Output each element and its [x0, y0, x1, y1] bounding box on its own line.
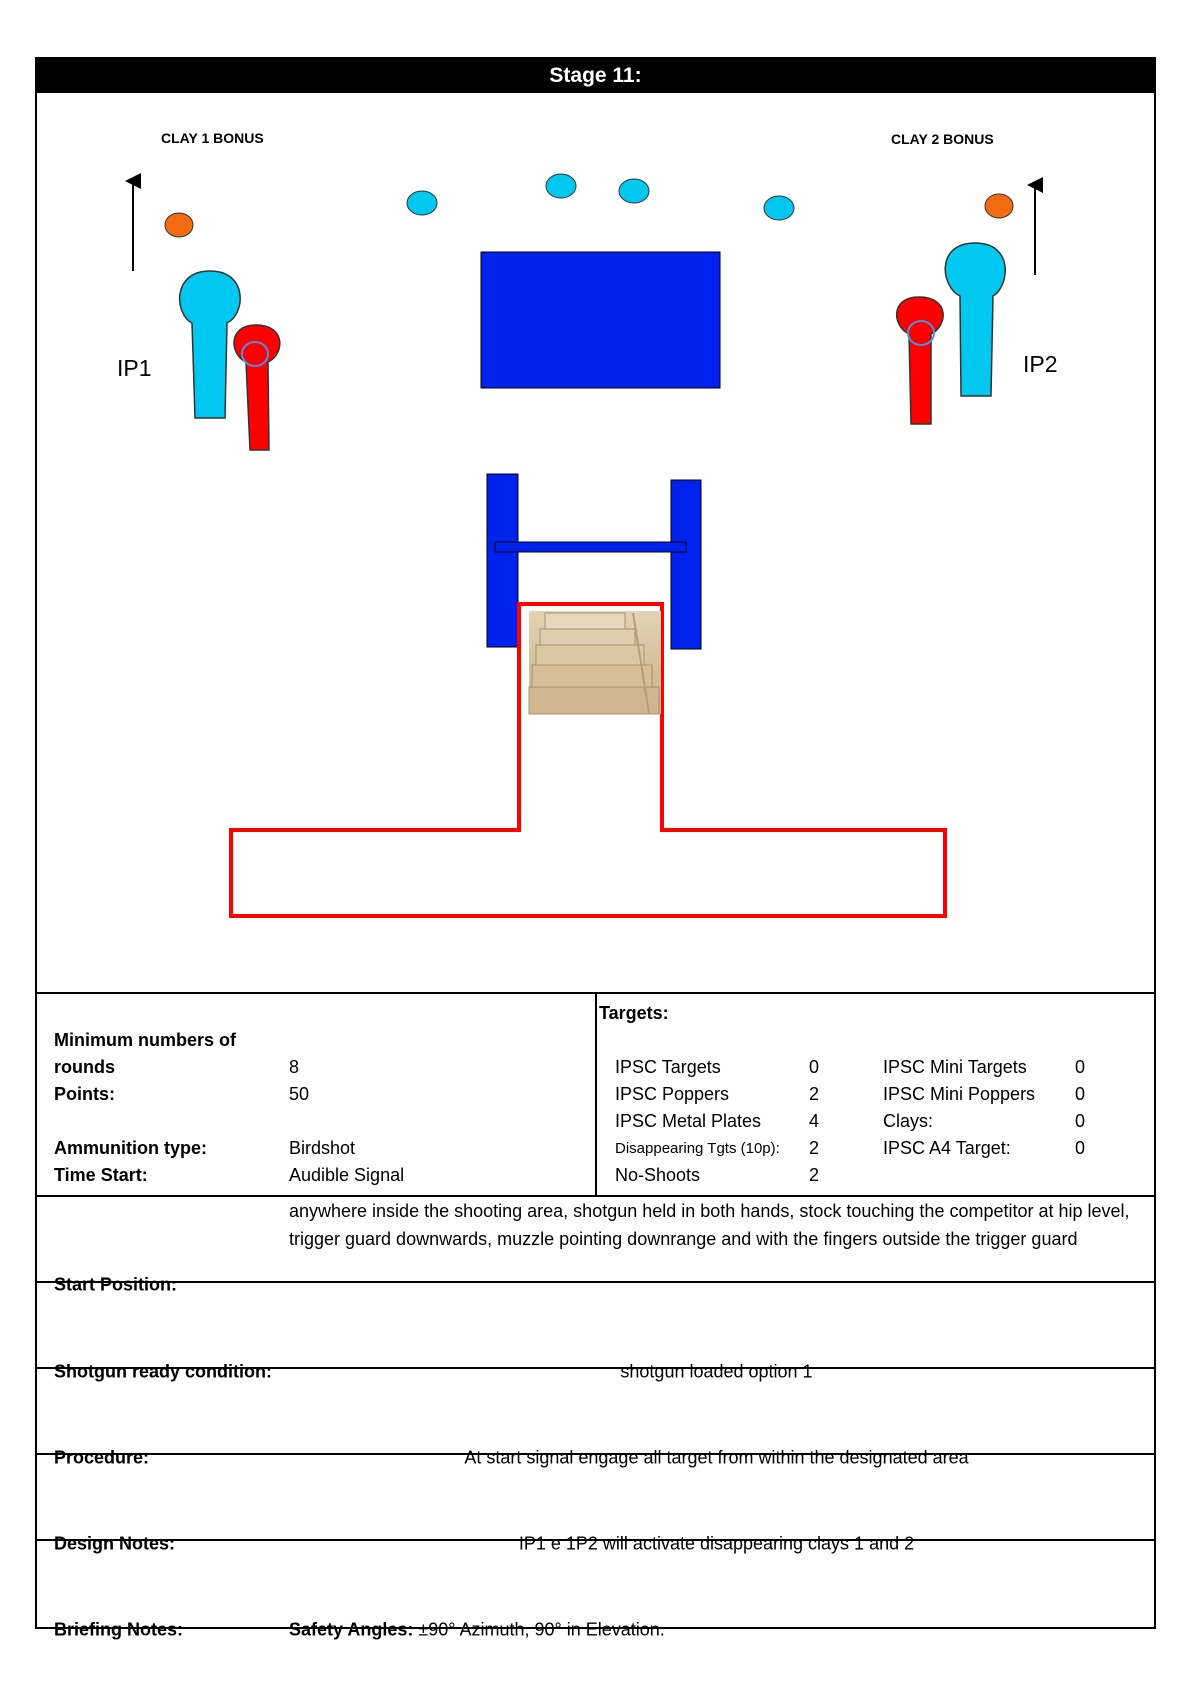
- target-label-ipsc-targets: IPSC Targets: [615, 1057, 721, 1077]
- target-value-mini-targets: 0: [1075, 1057, 1086, 1077]
- target-value-mini-poppers: 0: [1075, 1084, 1086, 1104]
- metal-plate-3: [619, 179, 649, 203]
- stage-sheet: [35, 57, 1156, 1640]
- briefing-notes-text: [289, 1620, 665, 1641]
- briefing-notes-label: Briefing Notes:: [54, 1619, 184, 1640]
- stage-title: Stage 11:: [37, 59, 1154, 93]
- target-label-a4-target: IPSC A4 Target:: [883, 1138, 1011, 1158]
- start-position-label: Start Position:: [54, 1274, 178, 1295]
- right-poppers: [897, 243, 1006, 424]
- ip1-label: IP1: [117, 355, 152, 381]
- design-notes-text: IP1 e 1P2 will activate disappearing clays 1 and 2: [518, 1533, 915, 1554]
- targets-heading: Targets:: [599, 1003, 669, 1023]
- ready-condition-text: shotgun loaded option 1: [620, 1361, 813, 1382]
- divider-vertical: [595, 992, 597, 1195]
- target-value-metal-plates: 4: [809, 1111, 820, 1131]
- metal-plate-2: [546, 174, 576, 198]
- time-start-value: Audible Signal: [289, 1165, 405, 1185]
- start-position-text: anywhere inside the shooting area, shotgun held in both hands, stock touching the competitor at hip level, trigger guard downwards, muzzle pointing downrange and with the fingers outside the trigger guard: [289, 1201, 1130, 1249]
- ammo-value: Birdshot: [289, 1138, 356, 1158]
- procedure-text: At start signal engage all target from within the designated area: [464, 1447, 969, 1468]
- popper-right: [945, 243, 1005, 396]
- target-value-a4-target: 0: [1075, 1138, 1086, 1158]
- min-rounds-label-line2: rounds: [54, 1057, 115, 1077]
- target-value-ipsc-poppers: 2: [809, 1084, 820, 1104]
- stairs-prop: [529, 611, 661, 714]
- right-wall-post: [671, 480, 701, 649]
- crossbar: [495, 542, 686, 552]
- clay1-disc: [165, 213, 193, 237]
- left-poppers: [180, 271, 280, 450]
- target-label-mini-poppers: IPSC Mini Poppers: [883, 1084, 1036, 1104]
- min-rounds-value: 8: [289, 1057, 300, 1077]
- no-shoot-popper-left: [234, 325, 280, 450]
- target-value-no-shoots: 2: [809, 1165, 820, 1185]
- divider-design-notes: [37, 1453, 1154, 1455]
- target-label-mini-targets: IPSC Mini Targets: [883, 1057, 1027, 1077]
- target-label-no-shoots: No-Shoots: [615, 1165, 701, 1185]
- points-label: Points:: [54, 1084, 115, 1104]
- clay1-bonus-label: CLAY 1 BONUS: [161, 130, 264, 146]
- target-value-disappearing: 2: [809, 1138, 820, 1158]
- target-label-disappearing: Disappearing Tgts (10p):: [615, 1140, 780, 1157]
- min-rounds-label-line1: Minimum numbers of: [54, 1030, 237, 1050]
- target-value-clays: 0: [1075, 1111, 1086, 1131]
- safety-angles-label: Safety Angles:: [289, 1619, 414, 1640]
- safety-angles-text: ±90° Azimuth, 90° in Elevation.: [413, 1619, 665, 1640]
- metal-plate-1: [407, 191, 437, 215]
- design-notes-label: Design Notes:: [54, 1533, 176, 1554]
- left-wall-post: [487, 474, 518, 647]
- clay2-disc: [985, 194, 1013, 218]
- ready-condition-label: Shotgun ready condition:: [54, 1361, 272, 1382]
- ip2-label: IP2: [1023, 351, 1058, 377]
- points-value: 50: [289, 1084, 310, 1104]
- target-value-ipsc-targets: 0: [809, 1057, 820, 1077]
- clay2-bonus-label: CLAY 2 BONUS: [891, 131, 994, 147]
- target-label-metal-plates: IPSC Metal Plates: [615, 1111, 762, 1131]
- divider-procedure: [37, 1367, 1154, 1369]
- ammo-label: Ammunition type:: [54, 1138, 207, 1158]
- popper-left: [180, 271, 240, 418]
- divider-ready-condition: [37, 1281, 1154, 1283]
- no-shoot-popper-right: [897, 297, 943, 424]
- center-wall: [481, 252, 720, 388]
- target-label-clays: Clays:: [883, 1111, 934, 1131]
- metal-plate-4: [764, 196, 794, 220]
- stage-diagram: [37, 93, 1154, 993]
- diagram-canvas: [37, 93, 1154, 993]
- procedure-label: Procedure:: [54, 1447, 150, 1468]
- divider-briefing-notes: [37, 1539, 1154, 1541]
- target-label-ipsc-poppers: IPSC Poppers: [615, 1084, 730, 1104]
- time-start-label: Time Start:: [54, 1165, 148, 1185]
